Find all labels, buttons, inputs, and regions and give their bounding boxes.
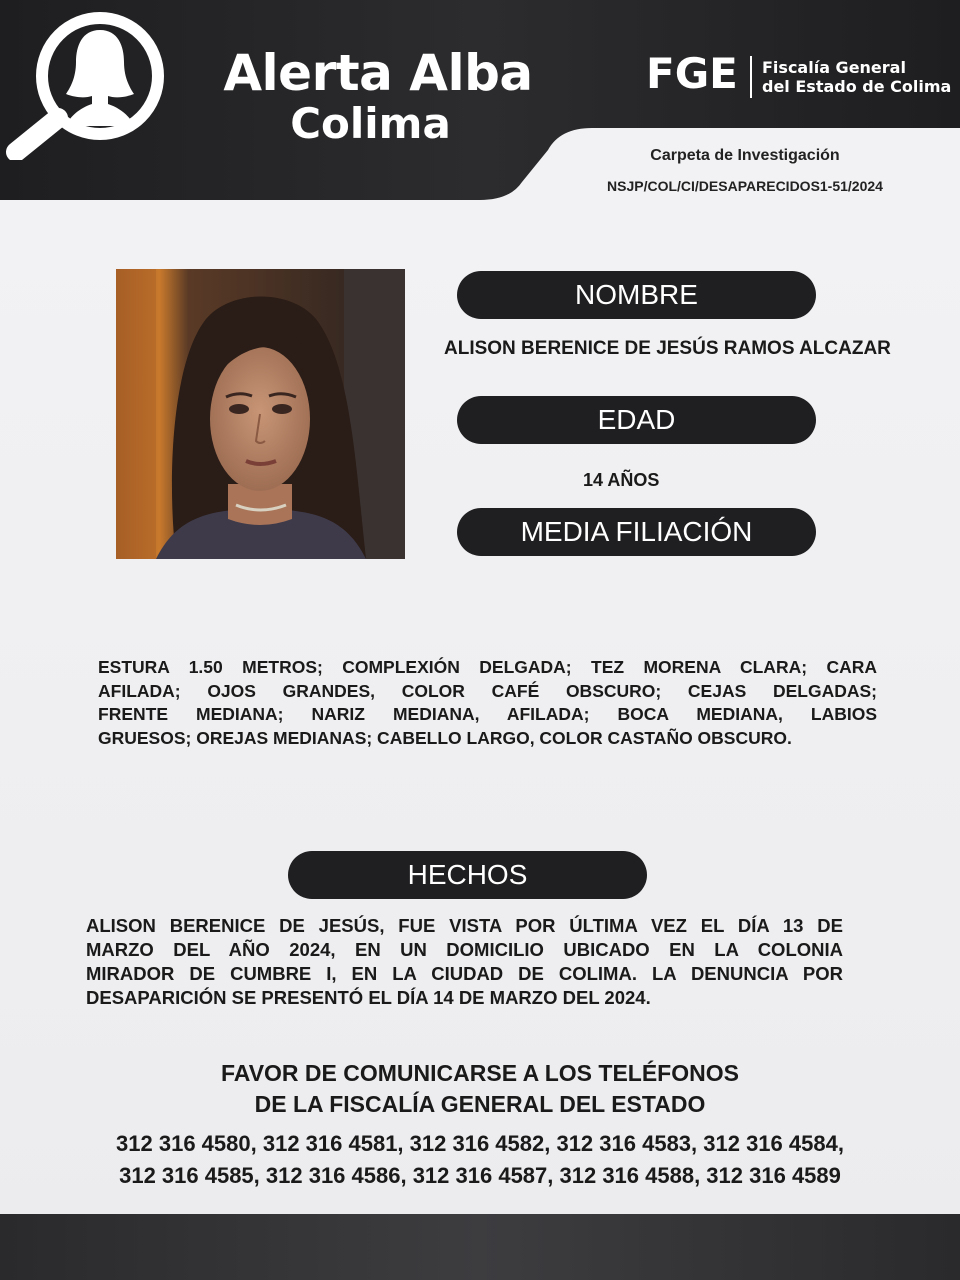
brand-subtitle: Colima — [290, 99, 451, 148]
person-age: 14 AÑOS — [583, 470, 660, 490]
agency-abbreviation: FGE — [646, 49, 738, 98]
physical-description — [98, 656, 877, 750]
brand-title: Alerta Alba — [223, 44, 533, 102]
contact-line-1: FAVOR DE COMUNICARSE A LOS TELÉFONOS — [221, 1060, 739, 1086]
facts-paragraph — [86, 914, 843, 1010]
contact-line-2: DE LA FISCALÍA GENERAL DEL ESTADO — [254, 1091, 706, 1117]
facts-label-pill: HECHOS — [288, 851, 647, 899]
agency-name-line2: del Estado de Colima — [762, 77, 952, 96]
facts-line: DESAPARICIÓN SE PRESENTÓ EL DÍA 14 DE MARZO DEL 2024. — [86, 987, 651, 1008]
person-name: ALISON BERENICE DE JESÚS RAMOS ALCAZAR — [444, 338, 891, 359]
agency-name-line1: Fiscalía General — [762, 58, 906, 77]
age-label-pill: EDAD — [457, 396, 816, 444]
agency-name — [762, 58, 951, 96]
description-line: FRENTE MEDIANA; NARIZ MEDIANA, AFILADA; BOCA MEDIANA, LABIOS — [98, 704, 877, 724]
name-label-pill: NOMBRE — [457, 271, 816, 319]
case-file-number: NSJP/COL/CI/DESAPARECIDOS1-51/2024 — [607, 178, 883, 194]
description-label-pill: MEDIA FILIACIÓN — [457, 508, 816, 556]
description-line: GRUESOS; OREJAS MEDIANAS; CABELLO LARGO, COLOR CASTAÑO OBSCURO. — [98, 727, 792, 748]
description-line: ESTURA 1.50 METROS; COMPLEXIÓN DELGADA; TEZ MORENA CLARA; CARA — [98, 657, 877, 677]
facts-line: MARZO DEL AÑO 2024, EN UN DOMICILIO UBICADO EN LA COLONIA — [86, 939, 843, 960]
footer-bar — [0, 1214, 960, 1280]
header-banner — [0, 0, 960, 200]
description-line: AFILADA; OJOS GRANDES, COLOR CAFÉ OBSCURO; CEJAS DELGADAS; — [98, 680, 877, 701]
phone-numbers-line-2: 312 316 4585, 312 316 4586, 312 316 4587, 312 316 4588, 312 316 4589 — [119, 1163, 841, 1188]
missing-person-photo — [116, 269, 405, 559]
facts-line: ALISON BERENICE DE JESÚS, FUE VISTA POR ÚLTIMA VEZ EL DÍA 13 DE — [86, 915, 843, 936]
phone-numbers-line-1: 312 316 4580, 312 316 4581, 312 316 4582, 312 316 4583, 312 316 4584, — [116, 1131, 844, 1156]
magnifier-person-icon — [0, 0, 165, 160]
case-file-label: Carpeta de Investigación — [650, 147, 840, 164]
facts-line: MIRADOR DE CUMBRE I, EN LA CIUDAD DE COLIMA. LA DENUNCIA POR — [86, 963, 843, 984]
agency-divider — [750, 56, 752, 98]
